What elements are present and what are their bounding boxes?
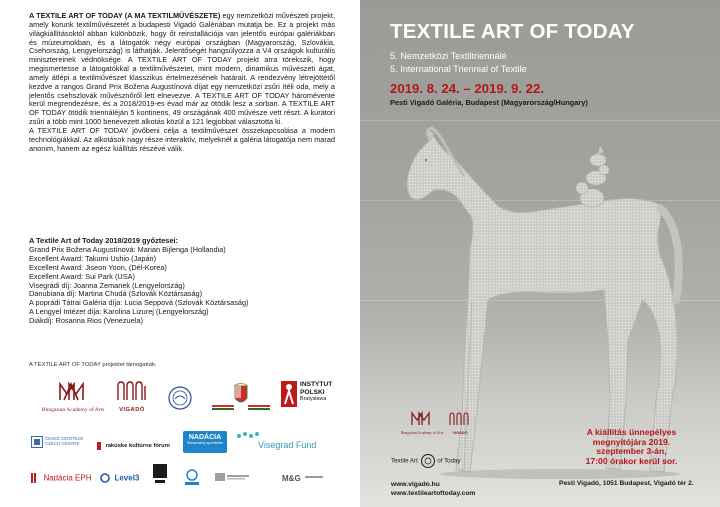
subtitle-english: 5. International Triennial of Textile [390, 64, 527, 74]
academy-logo-small [400, 410, 444, 435]
rakuske-forum-logo [97, 437, 170, 455]
instytut-line-2: POLSKI [300, 388, 325, 396]
opening-line-1: A kiállítás ünnepélyes [586, 427, 677, 437]
nadacia-sub-text: Slovenskej sporiteľne [186, 441, 224, 445]
winner-item: A poprádi Tátrai Galéria díja: Lucia Seppová (Szlovák Köztársaság) [29, 298, 249, 308]
mg-text: M&G [282, 474, 301, 483]
nadacia-sporitelne-logo [183, 431, 227, 453]
winner-item: Excellent Award: Takumi Ushio (Japán) [29, 253, 157, 263]
austrian-flag-icon [97, 442, 101, 450]
nadacia-eph-text: Nadácia EPH [43, 473, 92, 483]
intro-paragraph-1 [29, 12, 335, 127]
venue-address: Pesti Vigadó, 1051 Budapest, Vigadó tér 2. [559, 480, 694, 487]
ceske-centrum-line-1: ČESKÉ CENTRUM [45, 436, 84, 441]
hungarian-coat-of-arms-icon [212, 382, 270, 414]
web-links [391, 480, 475, 498]
blue-mark-icon [182, 468, 202, 486]
small-black-logo [153, 464, 167, 489]
winners-list [29, 237, 339, 326]
visegrad-fund-text: Visegrad Fund [258, 440, 317, 450]
right-panel [360, 0, 720, 507]
vigado-logo-text: VIGADÓ [119, 407, 145, 413]
vigado-logo [115, 380, 149, 413]
ceske-centrum-text [45, 436, 83, 447]
rakuske-forum-text: rakúske kultúrne fórum [105, 442, 170, 449]
opening-line-4: 17:00 órakor kerül sor. [585, 455, 678, 466]
level3-mark-icon [100, 473, 110, 483]
eph-mark-icon [31, 473, 39, 483]
intro-paragraph-2: A TEXTILE ART OF TODAY jövőbeni célja a textilművészet összekapcsolása a modern technológiákkal. Az alkotások nagy része interaktív, melyeknél a galéria látogatója nem marad anonim, hanem az egész kiállítás részévé válik. [29, 125, 335, 153]
black-block-icon [153, 464, 167, 484]
opening-announcement [559, 428, 704, 466]
circle-seal-logo [167, 385, 193, 416]
instytut-line-1: INSTYTUT [300, 381, 333, 388]
instytut-logo-text [300, 381, 332, 404]
support-text: A TEXTILE ART OF TODAY projektet támogatták: [29, 362, 157, 368]
nadacia-eph-logo [31, 469, 91, 487]
academy-small-text: Hungarian Academy of Arts [400, 431, 444, 435]
seal-icon [167, 385, 193, 411]
winner-item: Danubiana díj: Martina Chudá (Szlovák Köztársaság) [29, 289, 203, 299]
hungarian-academy-logo [40, 380, 106, 414]
blue-logo [182, 468, 202, 491]
academy-mark-small-icon [400, 410, 444, 426]
level3-text: Level3 [114, 473, 140, 483]
nadacia-text: NADÁCIA [188, 434, 222, 441]
academy-logo-text: Hungarian Academy of Arts [41, 407, 105, 413]
web-link-vigado[interactable]: www.vigado.hu [391, 481, 440, 488]
vigado-mark-icon [115, 380, 149, 402]
ceske-centrum-line-2: CZECH CENTRE [45, 441, 80, 447]
winner-item: Visegrádi díj: Joanna Zemanek (Lengyelország) [29, 280, 185, 290]
tat-logo-right: of Today [437, 457, 461, 465]
grey-logo [215, 470, 251, 488]
opening-line-2: megnyitójára 2019. [592, 436, 671, 447]
winner-item: Excellent Award: Sui Park (USA) [29, 271, 135, 281]
instytut-line-3: Bratysława [300, 396, 327, 403]
winners-title: A Textile Art of Today 2018/2019 győztesei: [29, 236, 178, 245]
intro-paragraph-1-body: egy nemzetközi művészeti projekt, amely korunk textilművészetét a budapesti Vigadó Galériában mutatja be. Ez a projekt más világkiállításoktól abban különbözik, hogy őt reinstallációja van jelentős európai galériákban és múzeumokban, és a látogatók négy európai országban (Magyarország, Szlovákia, Csehország, Lengyelország) is láthatják. Jelentőségét hangsúlyozza a V4 országok kulturális minisztereinek védnöksége. A TEXTILE ART OF TODAY projekt arra törekszik, hogy megismertesse a látogatókkal a textilművészetet, mint modern, dinamikus művészeti ágat, amely átlépi a textilművészet klasszikus értelmezésének határait. A rendezvény létrejöttétől kezdve a rangos Grand Prix Božena Augustínová díjat egy nemzetközi zsűri ítéli oda, mely a jelentős csehszlovák művésznőről lett elnevezve. A TEXTILE ART OF TODAY háromévente kerül megrendezésre, és a 2018/2019-es évad már az ötödik lesz a sorban. A TEXTILE ART OF TODAY ötödik triennáléján 5 kontinens, 49 országának 400 művésze vett részt. A kurátori zsűri a több mint 1000 benevezett alkotás közül a 121 legjobbat választotta ki. [29, 11, 335, 127]
mg-divider [305, 476, 323, 478]
winner-item: Grand Prix Božena Augustínová: Marian Bijlenga (Hollandia) [29, 244, 226, 254]
winner-item: A Lengyel Intézet díja: Karolina Lizurej (Lengyelország) [29, 307, 209, 317]
textile-art-of-today-logo [391, 453, 461, 469]
instytut-figure-icon [280, 380, 298, 408]
academy-mark-icon [40, 380, 106, 402]
mg-logo [282, 468, 323, 486]
vigado-mark-small-icon [448, 412, 472, 426]
intro-title: A TEXTILE ART OF TODAY (A MA TEXTILMŰVÉSZETE) [29, 11, 221, 20]
grey-mark-icon [215, 471, 251, 483]
web-link-textileart[interactable]: www.textileartoftoday.com [391, 490, 476, 497]
opening-line-3: szeptember 3-án, [596, 446, 667, 457]
winner-item: Excellent Award: Jiseon Yoon, (Dél-Korea) [29, 262, 167, 272]
tat-circle-icon [420, 453, 436, 469]
winner-item: Diákdíj: Rosanna Rios (Venezuela) [29, 316, 143, 326]
vigado-small-text: VIGADÓ [452, 431, 468, 435]
vigado-logo-small [448, 412, 472, 435]
exhibition-title: TEXTILE ART OF TODAY [390, 20, 635, 43]
government-logo [212, 382, 270, 419]
intro-text [29, 12, 335, 154]
subtitle-hungarian: 5. Nemzetközi Textiltriennálé [390, 51, 507, 61]
exhibition-venue: Pesti Vigadó Galéria, Budapest (Magyarország/Hungary) [390, 98, 588, 107]
exhibition-dates: 2019. 8. 24. – 2019. 9. 22. [390, 81, 544, 96]
ceske-centrum-mark-icon [31, 436, 43, 448]
tat-logo-left: Textile Art [391, 457, 418, 465]
level3-logo [100, 469, 139, 487]
